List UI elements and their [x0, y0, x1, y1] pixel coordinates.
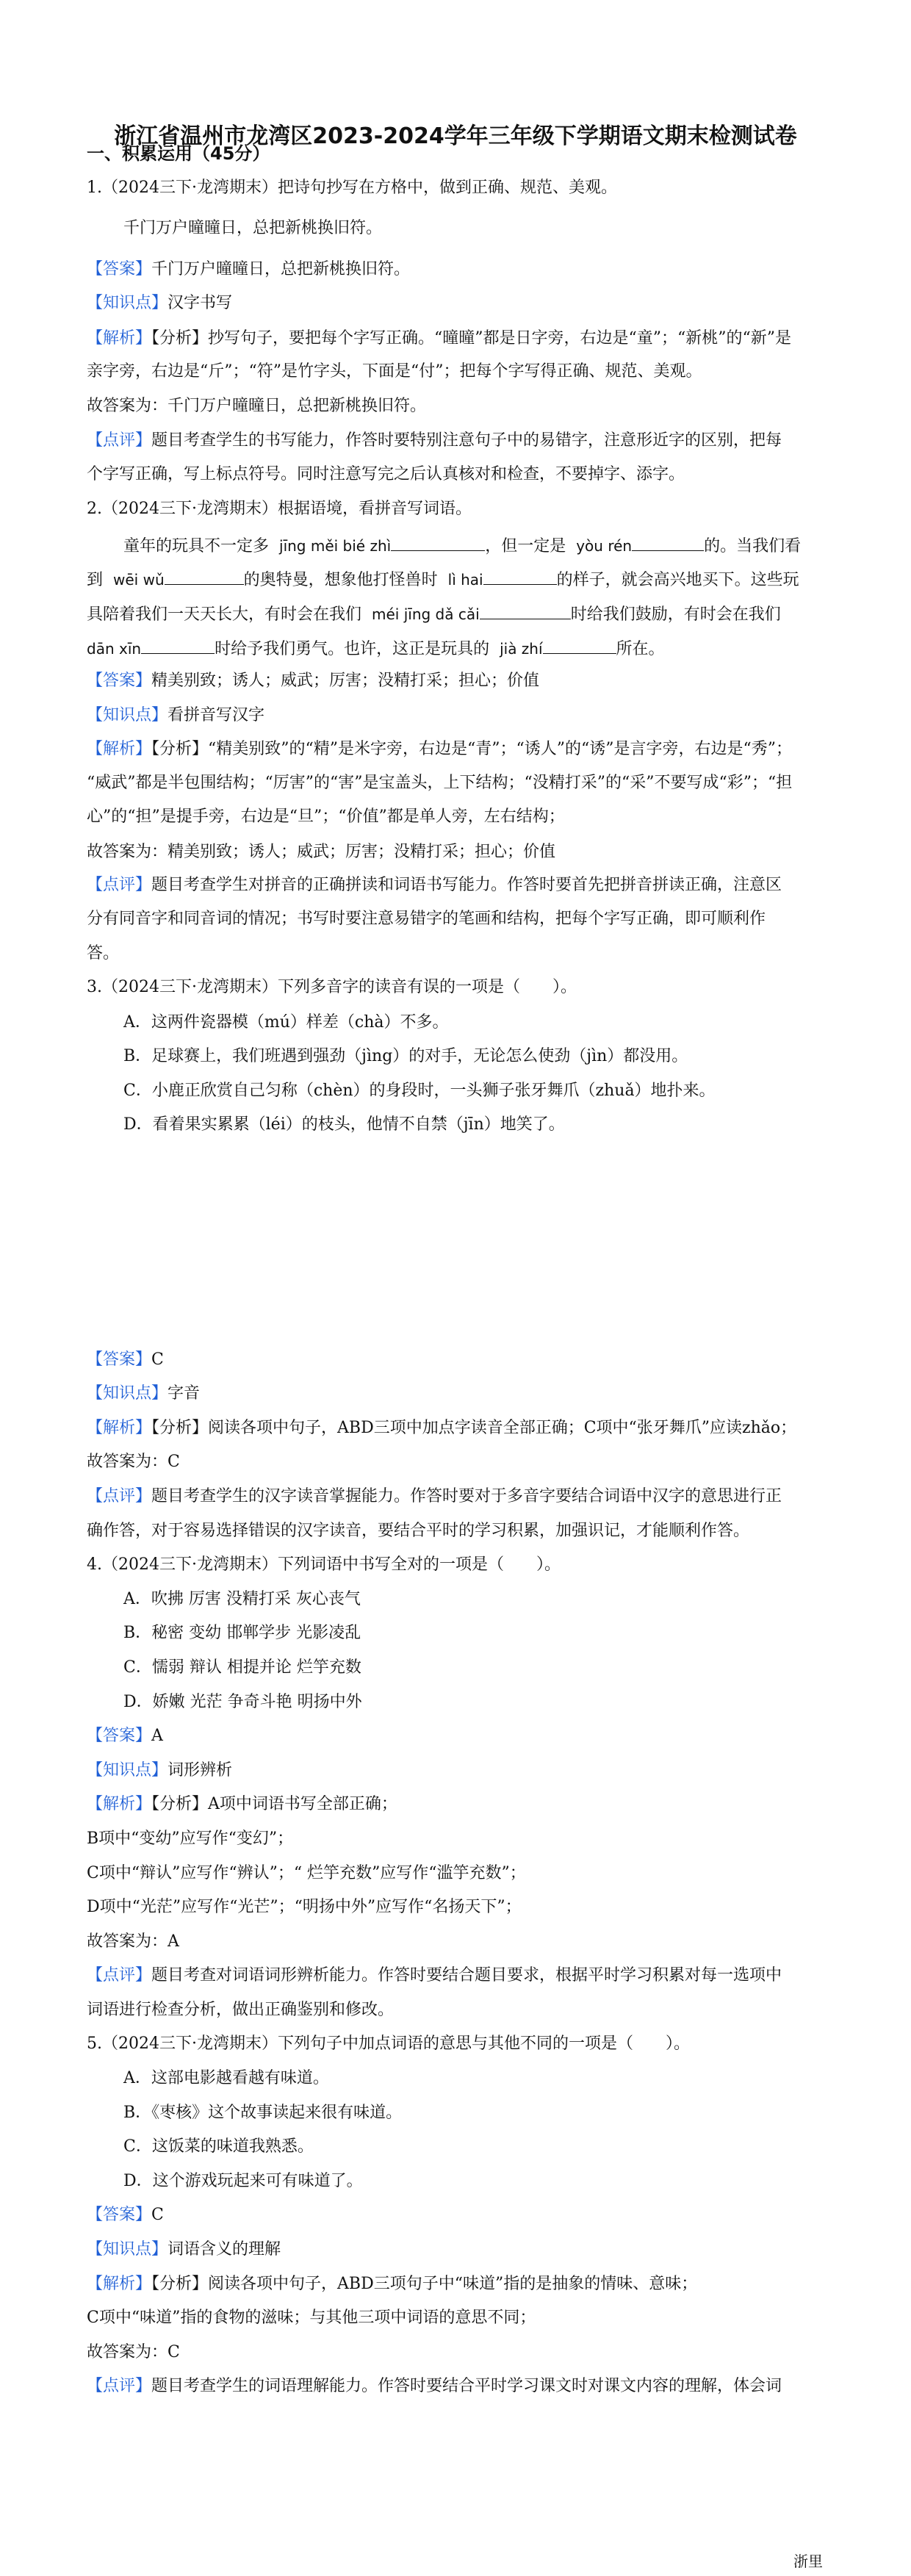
kp-tag: 【知识点】	[87, 294, 168, 312]
q5-final-answer: 故答案为：C	[87, 2343, 180, 2361]
q2-passage-line: 童年的玩具不一定多 jīng měi bié zhì ，但一定是 yòu rén 的。当我们看	[123, 534, 858, 556]
q5-option-a[interactable]: A．这部电影越看越有味道。	[123, 2069, 329, 2087]
kp-tag: 【知识点】	[87, 1384, 168, 1403]
q2-analysis-line: 心”的“担”是提手旁，右边是“旦”；“价值”都是单人旁，左右结构；	[87, 807, 565, 826]
q1-stem: 1.（2024三下·龙湾期末）把诗句抄写在方格中，做到正确、规范、美观。	[87, 179, 617, 197]
q4-option-a[interactable]: A．吹拂 厉害 没精打采 灰心丧气	[123, 1590, 361, 1608]
q4-answer: 【答案】A	[87, 1727, 163, 1745]
answer-blank[interactable]	[632, 534, 704, 551]
q3-final-answer: 故答案为：C	[87, 1453, 180, 1471]
q2-passage-line: dān xīn 时给予我们勇气。也许，这正是玩具的 jià zhí 所在。	[87, 637, 821, 659]
q4-option-b[interactable]: B．秘密 变幼 邯郸学步 光影凌乱	[123, 1624, 361, 1642]
pinyin: wēi wǔ	[113, 571, 165, 589]
q5-option-b[interactable]: B．《枣核》这个故事读起来很有味道。	[123, 2104, 403, 2122]
analysis-tag: 【解析】	[87, 2275, 152, 2293]
pinyin: lì hai	[447, 571, 483, 589]
answer-blank[interactable]	[391, 534, 485, 551]
q5-option-d[interactable]: D．这个游戏玩起来可有味道了。	[123, 2172, 363, 2190]
pinyin: dān xīn	[87, 640, 142, 658]
q4-final-answer: 故答案为：A	[87, 1932, 179, 1951]
q5-answer: 【答案】C	[87, 2206, 164, 2224]
q5-analysis-line: 【解析】【分析】阅读各项中句子，ABD三项句子中“味道”指的是抽象的情味、意味；	[87, 2275, 698, 2293]
q3-option-d[interactable]: D．看着果实累累（léi）的枝头，他情不自禁（jīn）地笑了。	[123, 1115, 565, 1134]
answer-blank[interactable]	[480, 602, 571, 619]
q4-review-line: 词语进行检查分析，做出正确鉴别和修改。	[87, 2001, 395, 2019]
section-heading: 一、积累运用（45分）	[87, 143, 270, 164]
q2-passage-line: 到 wēi wǔ 的奥特曼，想象他打怪兽时 lì hai 的样子，就会高兴地买下。这些玩	[87, 568, 821, 590]
q4-option-d[interactable]: D．娇嫩 光茫 争奇斗艳 明扬中外	[123, 1693, 362, 1711]
q4-review-line: 【点评】题目考查对词语词形辨析能力。作答时要结合题目要求，根据平时学习积累对每一选项中	[87, 1966, 782, 1985]
analysis-tag: 【解析】	[87, 329, 152, 348]
q4-analysis-line: B项中“变幼”应写作“变幻”；	[87, 1830, 294, 1848]
pinyin: jīng měi bié zhì	[279, 537, 392, 555]
answer-tag: 【答案】	[87, 672, 152, 690]
q2-knowledge-point: 【知识点】看拼音写汉字	[87, 706, 265, 724]
q4-analysis-line: D项中“光茫”应写作“光芒”；“明扬中外”应写作“名扬天下”；	[87, 1898, 522, 1916]
q1-analysis-line: 亲字旁，右边是“斤”；“符”是竹字头，下面是“付”；把每个字写得正确、规范、美观。	[87, 362, 702, 381]
q4-knowledge-point: 【知识点】词形辨析	[87, 1761, 233, 1780]
q1-final-answer: 故答案为：千门万户曈曈日，总把新桃换旧符。	[87, 397, 427, 415]
q2-review-line: 【点评】题目考查学生对拼音的正确拼读和词语书写能力。作答时要首先把拼音拼读正确，注意区	[87, 876, 782, 894]
page-footer: 浙里	[793, 2552, 823, 2570]
q2-answer: 【答案】精美别致；诱人；威武；厉害；没精打采；担心；价值	[87, 672, 540, 690]
q1-review-line: 个字写正确，写上标点符号。同时注意写完之后认真核对和检查，不要掉字、添字。	[87, 465, 685, 483]
q3-stem: 3.（2024三下·龙湾期末）下列多音字的读音有误的一项是（ ）。	[87, 978, 577, 996]
q5-knowledge-point: 【知识点】词语含义的理解	[87, 2240, 281, 2259]
review-tag: 【点评】	[87, 876, 152, 894]
answer-blank[interactable]	[141, 637, 215, 654]
review-tag: 【点评】	[87, 1966, 152, 1985]
q3-answer: 【答案】C	[87, 1350, 164, 1369]
q1-knowledge-point: 【知识点】汉字书写	[87, 294, 233, 312]
q4-analysis-line: C项中“辩认”应写作“辨认”；“ 烂竽充数”应写作“滥竽充数”；	[87, 1864, 526, 1882]
answer-tag: 【答案】	[87, 1350, 152, 1369]
answer-blank[interactable]	[483, 568, 557, 585]
q3-option-b[interactable]: B．足球赛上，我们班遇到强劲（jìng）的对手，无论怎么使劲（jìn）都没用。	[123, 1047, 688, 1065]
q2-review-line: 分有同音字和同音词的情况；书写时要注意易错字的笔画和结构，把每个字写正确，即可顺利作	[87, 910, 766, 928]
q3-analysis-line: 【解析】【分析】阅读各项中句子，ABD三项中加点字读音全部正确；C项中“张牙舞爪”应读zhǎo；	[87, 1419, 797, 1437]
pinyin: méi jīng dǎ cǎi	[372, 605, 480, 623]
q1-analysis-line: 【解析】【分析】抄写句子，要把每个字写正确。“曈曈”都是日字旁，右边是“童”；“新桃”的“新”是	[87, 329, 791, 348]
answer-tag: 【答案】	[87, 2206, 152, 2224]
q3-option-a[interactable]: A．这两件瓷器模（mú）样差（chà）不多。	[123, 1013, 449, 1032]
q3-option-c[interactable]: C．小鹿正欣赏自己匀称（chèn）的身段时，一头狮子张牙舞爪（zhuǎ）地扑来。	[123, 1082, 716, 1100]
answer-blank[interactable]	[543, 637, 616, 654]
kp-tag: 【知识点】	[87, 1761, 168, 1780]
q5-review-line: 【点评】题目考查学生的词语理解能力。作答时要结合平时学习课文时对课文内容的理解，体会词	[87, 2377, 782, 2395]
q1-review-line: 【点评】题目考查学生的书写能力，作答时要特别注意句子中的易错字，注意形近字的区别，把每	[87, 431, 782, 450]
review-tag: 【点评】	[87, 431, 152, 450]
q5-option-c[interactable]: C．这饭菜的味道我熟悉。	[123, 2137, 314, 2156]
q5-analysis-line: C项中“味道”指的食物的滋味；与其他三项中词语的意思不同；	[87, 2309, 536, 2327]
q2-analysis-line: 【解析】【分析】“精美别致”的“精”是米字旁，右边是“青”；“诱人”的“诱”是言字旁，右边是“秀”；	[87, 740, 792, 758]
kp-tag: 【知识点】	[87, 706, 168, 724]
review-tag: 【点评】	[87, 2377, 152, 2395]
answer-tag: 【答案】	[87, 1727, 152, 1745]
q2-passage-line: 具陪着我们一天天长大，有时会在我们 méi jīng dǎ cǎi 时给我们鼓励，有时会在我们	[87, 602, 821, 625]
answer-tag: 【答案】	[87, 260, 152, 278]
q5-stem: 5.（2024三下·龙湾期末）下列句子中加点词语的意思与其他不同的一项是（ ）。	[87, 2034, 690, 2053]
kp-tag: 【知识点】	[87, 2240, 168, 2259]
analysis-tag: 【解析】	[87, 740, 152, 758]
analysis-tag: 【解析】	[87, 1795, 152, 1813]
review-tag: 【点评】	[87, 1487, 152, 1505]
q2-stem: 2.（2024三下·龙湾期末）根据语境，看拼音写词语。	[87, 500, 472, 518]
q2-final-answer: 故答案为：精美别致；诱人；威武；厉害；没精打采；担心；价值	[87, 843, 556, 861]
answer-blank[interactable]	[165, 568, 244, 585]
q3-knowledge-point: 【知识点】字音	[87, 1384, 201, 1403]
analysis-tag: 【解析】	[87, 1419, 152, 1437]
q3-review-line: 【点评】题目考查学生的汉字读音掌握能力。作答时要对于多音字要结合词语中汉字的意思进行正	[87, 1487, 782, 1505]
q1-answer: 【答案】千门万户曈曈日，总把新桃换旧符。	[87, 260, 411, 278]
q2-analysis-line: “威武”都是半包围结构；“厉害”的“害”是宝盖头，上下结构；“没精打采”的“采”不要写成“彩”；“担	[87, 774, 793, 792]
q2-review-line: 答。	[87, 944, 120, 963]
page-title: 浙江省温州市龙湾区2023-2024学年三年级下学期语文期末检测试卷	[114, 123, 797, 149]
q4-stem: 4.（2024三下·龙湾期末）下列词语中书写全对的一项是（ ）。	[87, 1555, 561, 1574]
q1-poem: 千门万户曈曈日，总把新桃换旧符。	[123, 219, 383, 237]
q3-review-line: 确作答，对于容易选择错误的汉字读音，要结合平时的学习积累，加强识记，才能顺利作答。	[87, 1522, 750, 1540]
q4-option-c[interactable]: C．懦弱 辩认 相提并论 烂竽充数	[123, 1658, 361, 1677]
pinyin: yòu rén	[576, 537, 633, 555]
q4-analysis-line: 【解析】【分析】A项中词语书写全部正确；	[87, 1795, 397, 1813]
pinyin: jià zhí	[500, 640, 543, 658]
